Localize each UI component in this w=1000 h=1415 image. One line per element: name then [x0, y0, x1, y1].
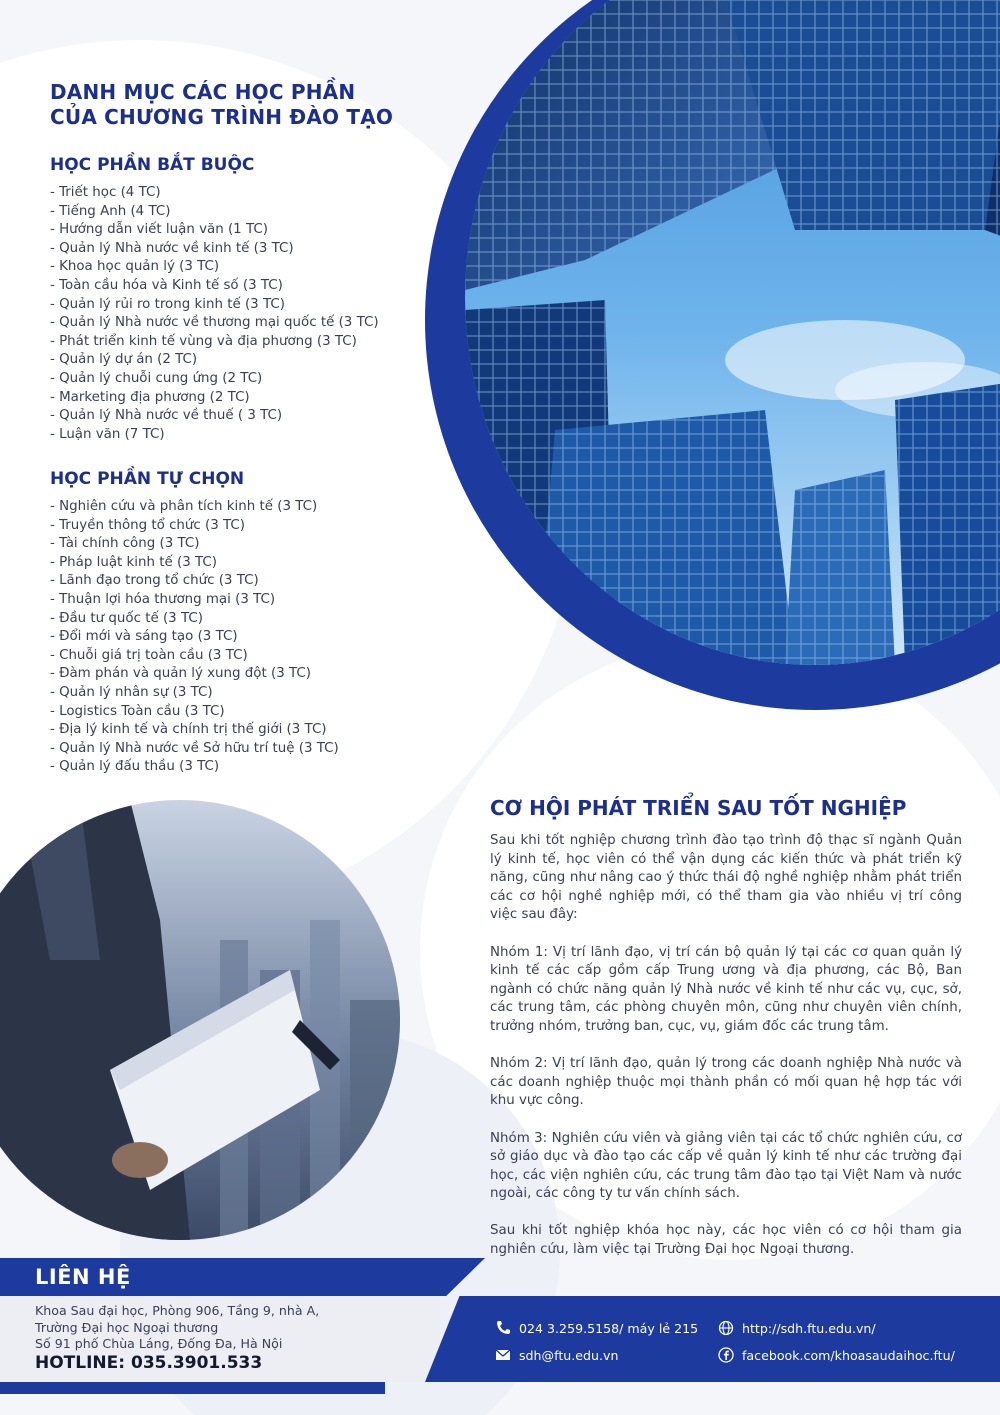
- list-item: - Đổi mới và sáng tạo (3 TC): [50, 628, 339, 647]
- email-address: sdh@ftu.edu.vn: [519, 1347, 619, 1363]
- list-item: - Đầu tư quốc tế (3 TC): [50, 610, 339, 629]
- career-title: CƠ HỘI PHÁT TRIỂN SAU TỐT NGHIỆP: [490, 796, 907, 820]
- list-item: - Luận văn (7 TC): [50, 426, 379, 445]
- hotline: HOTLINE: 035.3901.533: [35, 1353, 263, 1373]
- career-paragraph: Sau khi tốt nghiệp khóa học này, các học viên có cơ hội tham gia nghiên cứu, làm việc tại Trường Đại học Ngoại thương.: [490, 1223, 962, 1258]
- address-line: Khoa Sau đại học, Phòng 906, Tầng 9, nhà A,: [35, 1303, 320, 1318]
- facebook-link[interactable]: [718, 1347, 955, 1363]
- list-item: - Địa lý kinh tế và chính trị thế giới (3 TC): [50, 721, 339, 740]
- skyscraper-photo: [465, 0, 1000, 665]
- list-item: - Tài chính công (3 TC): [50, 535, 339, 554]
- list-item: - Thuận lợi hóa thương mại (3 TC): [50, 591, 339, 610]
- list-item: - Quản lý dự án (2 TC): [50, 351, 379, 370]
- list-item: - Chuỗi giá trị toàn cầu (3 TC): [50, 647, 339, 666]
- contact-title: LIÊN HỆ: [35, 1265, 131, 1289]
- career-paragraph: Sau khi tốt nghiệp chương trình đào tạo trình độ thạc sĩ ngành Quản lý kinh tế, học viên có thể vận dụng các kiến thức và phát triển kỹ năng, cũng như nâng cao ý thức thái độ nghề nghiệp nhằm phát triển các cơ hội nghề nghiệp mới, có thể tham gia vào nhiều vị trí công việc sau đây:: [490, 833, 962, 923]
- elective-courses-title: HỌC PHẦN TỰ CHỌN: [50, 469, 245, 489]
- address-line: Số 91 phố Chùa Láng, Đống Đa, Hà Nội: [35, 1336, 283, 1351]
- list-item: - Hướng dẫn viết luận văn (1 TC): [50, 221, 379, 240]
- catalog-title: [50, 80, 470, 130]
- footer-bar: [425, 1296, 1000, 1382]
- email-icon: [495, 1347, 511, 1363]
- website-link[interactable]: [718, 1320, 876, 1336]
- list-item: - Truyền thông tổ chức (3 TC): [50, 517, 339, 536]
- catalog-title-line: DANH MỤC CÁC HỌC PHẦN: [50, 80, 356, 104]
- facebook-icon: [718, 1347, 734, 1363]
- phone-number: 024 3.259.5158/ máy lẻ 215: [519, 1320, 699, 1336]
- catalog-title-line: CỦA CHƯƠNG TRÌNH ĐÀO TẠO: [50, 105, 394, 129]
- globe-icon: [718, 1320, 734, 1336]
- list-item: - Toàn cầu hóa và Kinh tế số (3 TC): [50, 277, 379, 296]
- phone-contact[interactable]: [495, 1320, 698, 1336]
- facebook-url: facebook.com/khoasaudaihoc.ftu/: [742, 1347, 955, 1363]
- list-item: - Triết học (4 TC): [50, 184, 379, 203]
- list-item: - Quản lý đấu thầu (3 TC): [50, 758, 339, 777]
- elective-course-list: [50, 498, 339, 777]
- list-item: - Quản lý nhân sự (3 TC): [50, 684, 339, 703]
- list-item: - Nghiên cứu và phân tích kinh tế (3 TC): [50, 498, 339, 517]
- list-item: - Quản lý chuỗi cung ứng (2 TC): [50, 370, 379, 389]
- address-line: Trường Đại học Ngoại thương: [35, 1319, 219, 1335]
- phone-icon: [495, 1320, 511, 1336]
- career-paragraph: Nhóm 3: Nghiên cứu viên và giảng viên tại các tổ chức nghiên cứu, cơ sở giáo dục và đào tạo các cấp về quản lý kinh tế như các trường đại học, các viện nghiên cứu, các trung tâm đào tạo tại Việt Nam và nước ngoài, các công ty tư vấn chính sách.: [490, 1130, 962, 1202]
- list-item: - Quản lý Nhà nước về kinh tế (3 TC): [50, 240, 379, 259]
- required-courses-title: HỌC PHẦN BẮT BUỘC: [50, 155, 255, 175]
- list-item: - Phát triển kinh tế vùng và địa phương (3 TC): [50, 333, 379, 352]
- list-item: - Đàm phán và quản lý xung đột (3 TC): [50, 665, 339, 684]
- list-item: - Quản lý Nhà nước về thuế ( 3 TC): [50, 407, 379, 426]
- career-paragraph: Nhóm 2: Vị trí lãnh đạo, quản lý trong các doanh nghiệp Nhà nước và các doanh nghiệp thuộc mọi thành phần có mối quan hệ hợp tác với khu vực công.: [490, 1056, 962, 1109]
- list-item: - Quản lý rủi ro trong kinh tế (3 TC): [50, 296, 379, 315]
- list-item: - Quản lý Nhà nước về Sở hữu trí tuệ (3 TC): [50, 740, 339, 759]
- list-item: - Lãnh đạo trong tổ chức (3 TC): [50, 572, 339, 591]
- email-contact[interactable]: [495, 1347, 618, 1363]
- list-item: - Quản lý Nhà nước về thương mại quốc tế (3 TC): [50, 314, 379, 333]
- list-item: - Logistics Toàn cầu (3 TC): [50, 703, 339, 722]
- contact-address: [35, 1303, 319, 1353]
- bottom-accent-strip: [0, 1382, 385, 1394]
- list-item: - Khoa học quản lý (3 TC): [50, 258, 379, 277]
- career-paragraph: Nhóm 1: Vị trí lãnh đạo, vị trí cán bộ quản lý tại các cơ quan quản lý kinh tế các cấp gồm cấp Trung ương và địa phương, các Bộ, Ban ngành có chức năng quản lý Nhà nước về kinh tế như các vụ, cục, sở, các trung tâm, các phòng chuyên môn, cũng như chuyên viên chính, trưởng nhóm, trưởng ban, cục, vụ, giám đốc các trung tâm.: [490, 944, 962, 1034]
- website-url: http://sdh.ftu.edu.vn/: [742, 1320, 876, 1336]
- list-item: - Marketing địa phương (2 TC): [50, 389, 379, 408]
- list-item: - Tiếng Anh (4 TC): [50, 203, 379, 222]
- list-item: - Pháp luật kinh tế (3 TC): [50, 554, 339, 573]
- required-course-list: [50, 184, 379, 444]
- career-body: [490, 832, 962, 1278]
